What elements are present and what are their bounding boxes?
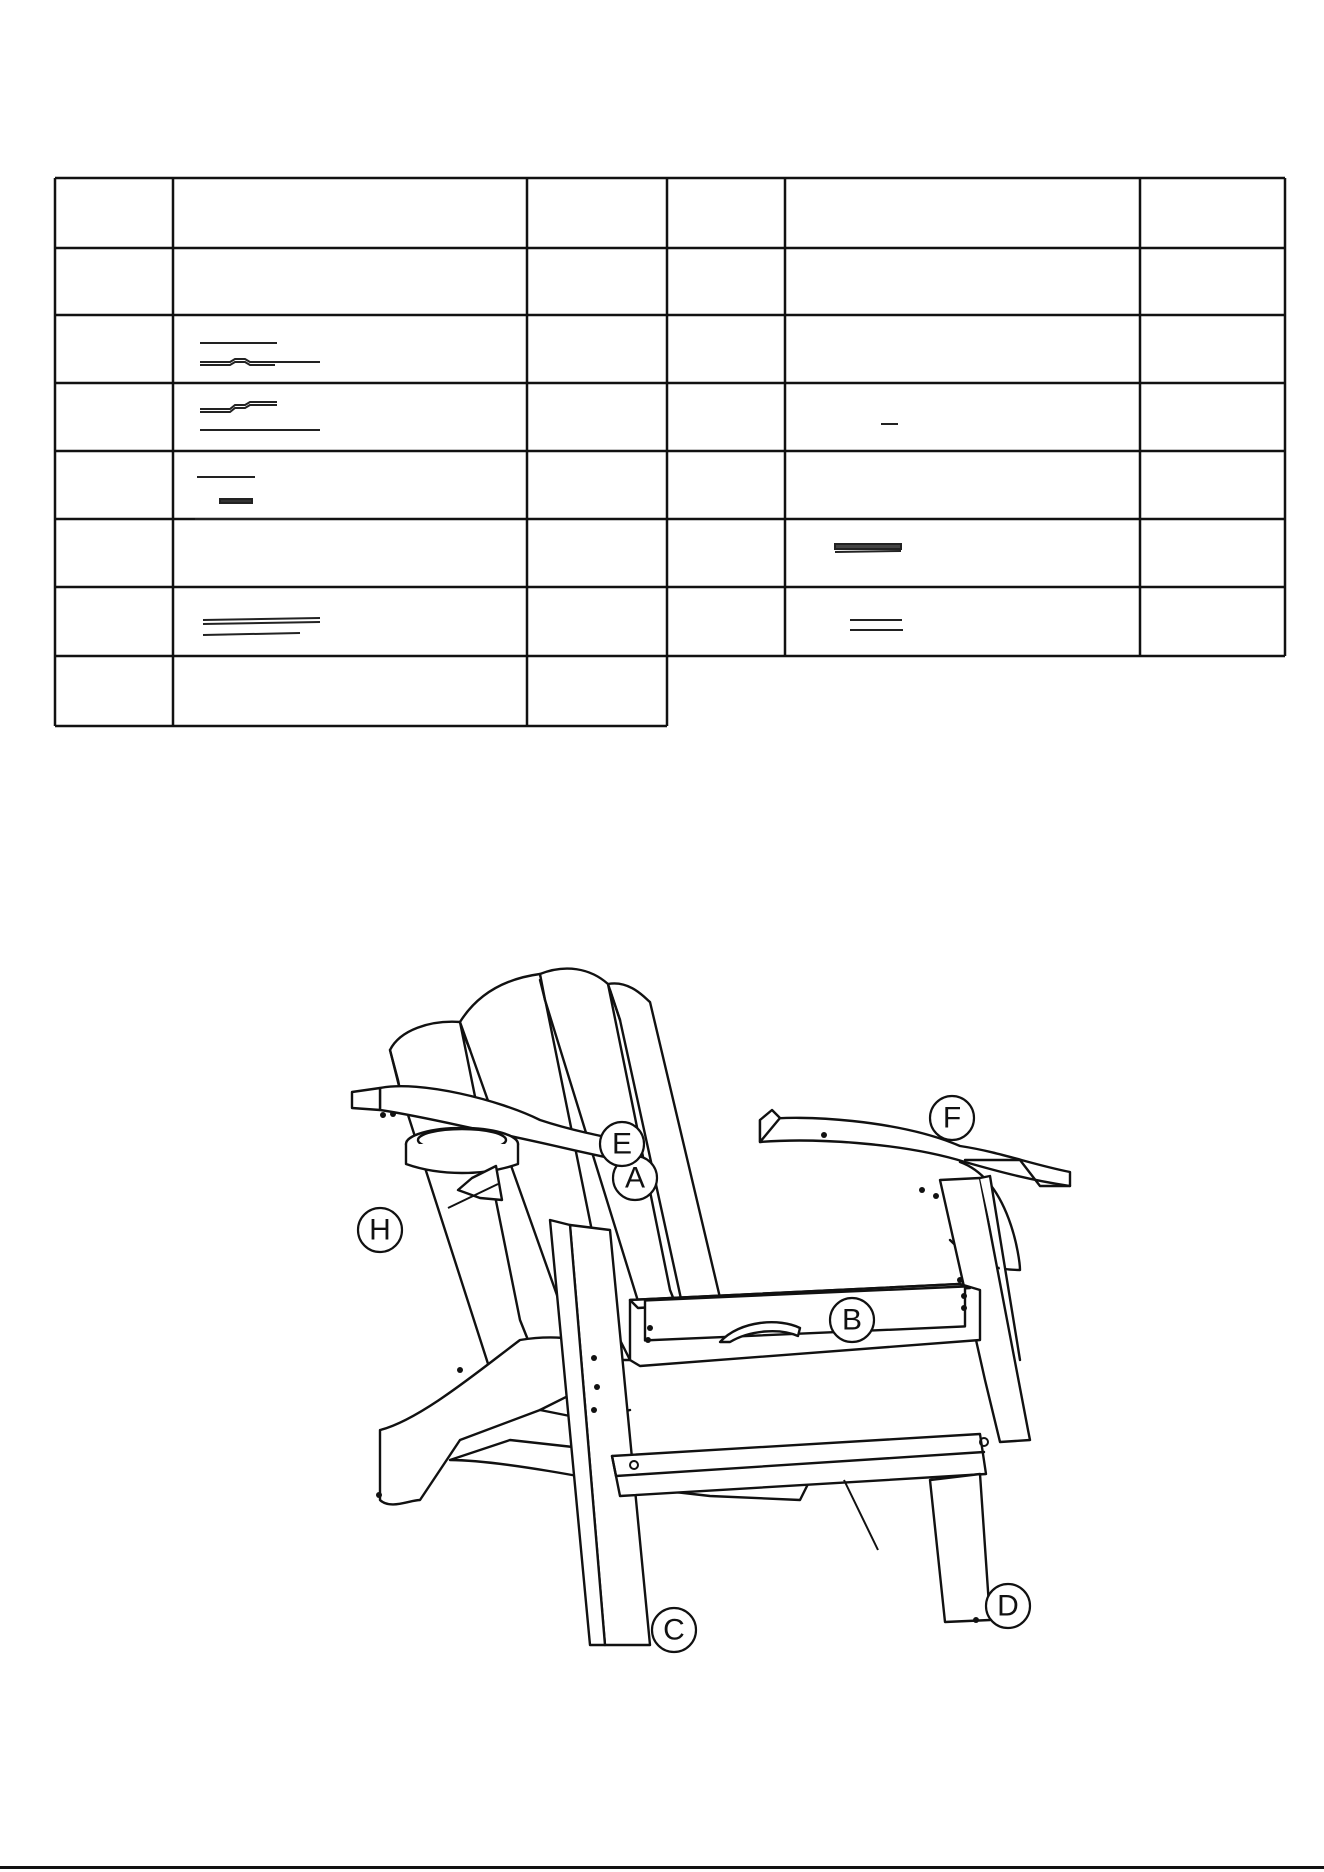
chair-drawing (369, 940, 1100, 1720)
arm-right (760, 1118, 1070, 1186)
parts-table (55, 178, 1285, 726)
svg-text:C: C (663, 1613, 685, 1647)
callout-b (830, 1298, 874, 1342)
svg-text:B: B (841, 1303, 863, 1337)
part-sketch-row-2 (200, 343, 320, 365)
footer-rule (0, 1866, 1324, 1869)
part-sketch-right-row-6 (850, 620, 903, 630)
chair-diagram (369, 940, 1100, 1720)
part-sketch-row-4 (195, 477, 320, 519)
svg-text:H: H (369, 1213, 391, 1247)
part-sketch-row-3 (200, 402, 320, 430)
part-sketch-right-row-5 (835, 544, 901, 552)
svg-text:E: E (611, 1127, 633, 1161)
parts-table-grid (55, 178, 1285, 726)
callout-h (358, 1208, 402, 1252)
callout-c (652, 1608, 696, 1652)
callout-d (986, 1584, 1030, 1628)
part-sketch-row-6 (203, 618, 320, 635)
svg-text:F: F (942, 1101, 962, 1135)
callout-e (600, 1122, 644, 1166)
callout-f (930, 1096, 974, 1140)
svg-text:A: A (624, 1161, 646, 1195)
svg-text:D: D (997, 1589, 1019, 1623)
